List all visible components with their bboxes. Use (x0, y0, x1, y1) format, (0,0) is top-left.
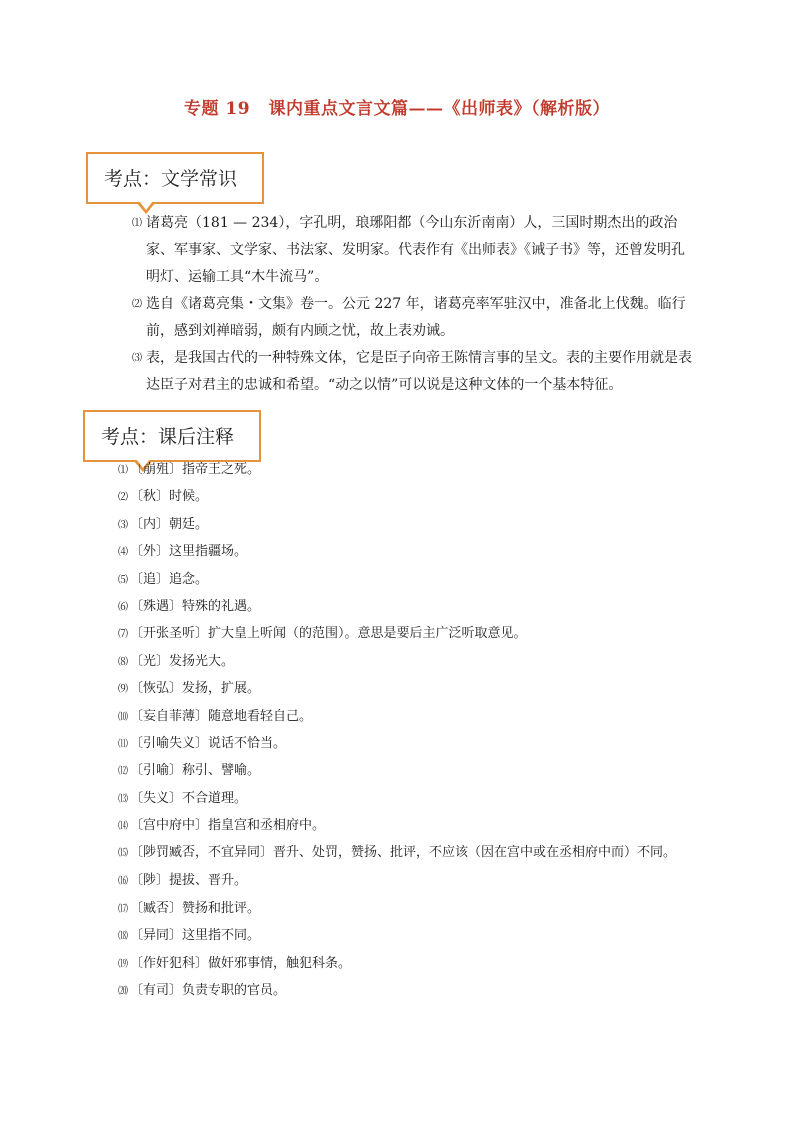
item-number: ⑼ (118, 684, 128, 696)
list-item (118, 730, 688, 757)
item-text: 表，是我国古代的一种特殊文体，它是臣子向帝王陈情言事的呈文。表的主要作用就是表达臣子对君主的忠诚和希望。“动之以情”可以说是这种文体的一个基本特征。 (146, 350, 692, 393)
item-number: ⑵ (132, 299, 142, 310)
item-text: 〔恢弘〕发扬，扩展。 (130, 681, 261, 697)
item-number: ⒇ (118, 986, 128, 998)
item-text: 诸葛亮（181 — 234），字孔明，琅琊阳都（今山东沂南南）人，三国时期杰出的政治家、军事家、文学家、书法家、发明家。代表作有《出师表》《诫子书》等，还曾发明孔明灯、运输工具“木牛流马”。 (146, 215, 685, 285)
section-badge-label: 考点：文学常识 (104, 168, 238, 190)
literary-knowledge-list (132, 210, 692, 399)
item-number: ⑺ (118, 629, 128, 641)
list-item (118, 593, 688, 620)
item-text: 选自《诸葛亮集・文集》卷一。公元 227 年，诸葛亮率军驻汉中，准备北上伐魏。临行前，感到刘禅暗弱，颇有内顾之忧，故上表劝诫。 (146, 296, 686, 339)
item-text: 〔崩殂〕指帝王之死。 (130, 462, 261, 477)
item-number: ⒅ (118, 931, 128, 943)
item-text: 〔追〕追念。 (130, 571, 209, 587)
item-text: 〔殊遇〕特殊的礼遇。 (130, 598, 261, 614)
section-badge-annotations (83, 410, 261, 462)
item-text: 〔外〕这里指疆场。 (130, 544, 248, 560)
item-number: ⒁ (118, 821, 128, 833)
title-topic-name: 课内重点文言文篇——《出师表》（解析版） (268, 99, 610, 119)
item-number: ⒀ (118, 793, 128, 805)
item-number: ⑻ (118, 656, 128, 668)
list-item (118, 456, 688, 483)
list-item (118, 648, 688, 675)
item-text: 〔秋〕时候。 (130, 489, 209, 505)
list-item (118, 757, 688, 784)
list-item (132, 291, 692, 345)
item-text: 〔有司〕负责专职的官员。 (130, 983, 287, 999)
list-item (118, 812, 688, 839)
list-item (118, 703, 688, 730)
annotation-list (118, 456, 688, 1004)
list-item (118, 483, 688, 510)
item-number: ⑶ (118, 519, 128, 531)
item-text: 〔妄自菲薄〕随意地看轻自己。 (130, 708, 313, 724)
item-text: 〔作奸犯科〕做奸邪事情，触犯科条。 (130, 955, 352, 971)
item-number: ⑵ (118, 492, 128, 504)
item-number: ⒂ (118, 848, 128, 860)
list-item (118, 867, 688, 894)
list-item (118, 675, 688, 702)
item-number: ⒆ (118, 958, 128, 970)
item-text: 〔引喻失义〕说话不恰当。 (130, 735, 287, 751)
page-title (0, 94, 794, 119)
item-number: ⑷ (118, 547, 128, 559)
list-item (118, 566, 688, 593)
item-number: ⑾ (118, 738, 128, 750)
item-number: ⒄ (118, 903, 128, 915)
item-number: ⑹ (118, 601, 128, 613)
list-item (132, 210, 692, 291)
title-topic-number: 专题 19 (184, 99, 251, 119)
item-number: ⑴ (132, 218, 142, 229)
item-number: ⑸ (118, 574, 128, 586)
list-item (118, 785, 688, 812)
item-text: 〔失义〕不合道理。 (130, 790, 248, 806)
item-text: 〔陟〕提拔、晋升。 (130, 873, 248, 889)
item-number: ⑴ (118, 465, 128, 476)
item-number: ⑿ (118, 766, 128, 778)
item-number: ⒃ (118, 876, 128, 888)
list-item (118, 511, 688, 538)
section-badge-literary-knowledge (86, 152, 264, 204)
item-text: 〔陟罚臧否，不宜异同〕晋升、处罚，赞扬、批评，不应该（因在宫中或在丞相府中而）不同。 (130, 845, 677, 861)
list-item (132, 345, 692, 399)
item-number: ⑽ (118, 711, 128, 723)
list-item (118, 839, 688, 867)
item-text: 〔异同〕这里指不同。 (130, 928, 261, 944)
item-text: 〔内〕朝廷。 (130, 516, 209, 532)
list-item (118, 922, 688, 949)
item-text: 〔开张圣听〕扩大皇上听闻（的范围）。意思是要后主广泛听取意见。 (130, 626, 527, 642)
list-item (118, 538, 688, 565)
item-text: 〔臧否〕赞扬和批评。 (130, 900, 261, 916)
item-text: 〔宫中府中〕指皇宫和丞相府中。 (130, 818, 326, 834)
item-number: ⑶ (132, 353, 142, 364)
list-item (118, 950, 688, 977)
section-badge-label: 考点：课后注释 (101, 426, 235, 448)
list-item (118, 977, 688, 1004)
item-text: 〔引喻〕称引、譬喻。 (130, 763, 261, 779)
list-item (118, 895, 688, 922)
list-item (118, 620, 688, 647)
item-text: 〔光〕发扬光大。 (130, 653, 235, 669)
